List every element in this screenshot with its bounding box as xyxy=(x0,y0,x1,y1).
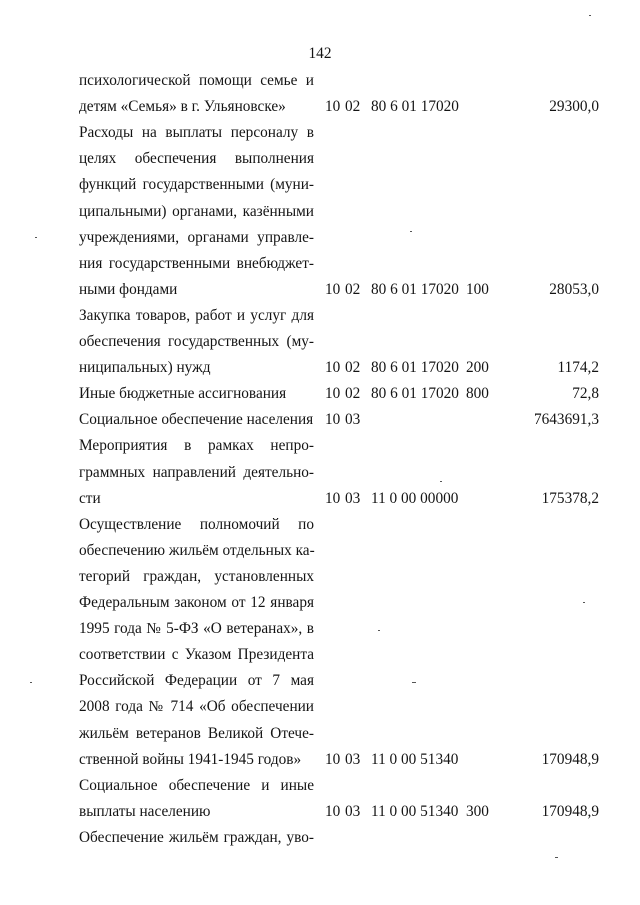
row-description: целях обеспечения выполнения xyxy=(79,150,314,168)
target-article-code: 11 0 00 51340 xyxy=(371,750,459,768)
table-row xyxy=(0,96,640,118)
subsection-code: 02 xyxy=(345,280,361,298)
table-row xyxy=(0,305,640,327)
row-amount: 1174,2 xyxy=(557,359,599,377)
row-amount: 29300,0 xyxy=(549,98,599,116)
scan-speck xyxy=(378,630,380,631)
expense-type-code: 100 xyxy=(466,280,489,298)
table-row xyxy=(0,148,640,170)
expense-type-code: 200 xyxy=(466,359,489,377)
table-row xyxy=(0,540,640,562)
row-amount: 7643691,3 xyxy=(533,411,599,429)
table-row xyxy=(0,670,640,692)
section-code: 10 xyxy=(325,750,341,768)
table-row xyxy=(0,566,640,588)
table-row xyxy=(0,801,640,823)
page-number: 142 xyxy=(308,45,332,62)
scan-speck xyxy=(30,682,32,683)
table-row xyxy=(0,383,640,405)
table-row xyxy=(0,749,640,771)
row-description: выплаты населению xyxy=(79,802,211,820)
table-row xyxy=(0,488,640,510)
section-code: 10 xyxy=(325,280,341,298)
subsection-code: 03 xyxy=(345,802,361,820)
row-description: сти xyxy=(79,489,101,507)
table-row xyxy=(0,122,640,144)
row-description: обеспечению жильём отдельных ка- xyxy=(79,541,315,559)
row-description: ниципальных) нужд xyxy=(79,359,211,377)
section-code: 10 xyxy=(325,802,341,820)
expense-type-code: 800 xyxy=(466,385,489,403)
row-amount: 170948,9 xyxy=(541,750,599,768)
row-description: граммных направлений деятельно- xyxy=(79,463,314,481)
row-amount: 170948,9 xyxy=(541,802,599,820)
row-description: тегорий граждан, установленных xyxy=(79,567,314,585)
scan-speck xyxy=(35,237,37,238)
table-row xyxy=(0,592,640,614)
scan-speck xyxy=(589,15,591,16)
row-description: Иные бюджетные ассигнования xyxy=(79,385,287,403)
target-article-code: 80 6 01 17020 xyxy=(371,98,459,116)
table-row xyxy=(0,827,640,849)
subsection-code: 02 xyxy=(345,359,361,377)
row-description: Обеспечение жильём граждан, уво- xyxy=(79,828,314,846)
row-description: Российской Федерации от 7 мая xyxy=(79,672,314,690)
subsection-code: 03 xyxy=(345,411,361,429)
row-description: учреждениями, органами управле- xyxy=(79,228,314,246)
scan-speck xyxy=(555,857,558,858)
row-description: 2008 года № 714 «Об обеспечении xyxy=(79,698,314,716)
subsection-code: 02 xyxy=(345,385,361,403)
row-description: обеспечения государственных (му- xyxy=(79,333,314,350)
table-row xyxy=(0,644,640,666)
expense-type-code: 300 xyxy=(466,802,489,820)
row-amount: 28053,0 xyxy=(549,280,599,298)
table-row xyxy=(0,775,640,797)
row-description: Социальное обеспечение населения xyxy=(79,411,314,429)
row-description: ципальными) органами, казёнными xyxy=(79,202,314,220)
table-row xyxy=(0,331,640,353)
row-description: соответствии с Указом Президента xyxy=(79,646,314,664)
target-article-code: 80 6 01 17020 xyxy=(371,280,459,298)
table-row xyxy=(0,227,640,249)
target-article-code: 80 6 01 17020 xyxy=(371,359,459,377)
row-description: Федеральным законом от 12 января xyxy=(79,594,314,611)
table-row xyxy=(0,409,640,431)
row-description: жильём ветеранов Великой Отече- xyxy=(79,724,314,742)
row-description: 1995 года № 5-ФЗ «О ветеранах», в xyxy=(79,620,314,638)
row-description: психологической помощи семье и xyxy=(79,72,314,89)
row-description: Осуществление полномочий по xyxy=(79,515,314,533)
row-description: Социальное обеспечение и иные xyxy=(79,776,314,794)
subsection-code: 03 xyxy=(345,489,361,507)
subsection-code: 02 xyxy=(345,98,361,116)
table-row xyxy=(0,696,640,718)
table-row xyxy=(0,618,640,640)
section-code: 10 xyxy=(325,385,341,403)
row-description: Закупка товаров, работ и услуг для xyxy=(79,306,314,324)
table-row xyxy=(0,462,640,484)
table-row xyxy=(0,174,640,196)
row-description: функций государственными (муни- xyxy=(79,176,314,194)
table-row xyxy=(0,70,640,92)
section-code: 10 xyxy=(325,411,341,429)
table-row xyxy=(0,435,640,457)
subsection-code: 03 xyxy=(345,750,361,768)
target-article-code: 80 6 01 17020 xyxy=(371,385,459,403)
table-row xyxy=(0,514,640,536)
row-description: Мероприятия в рамках непро- xyxy=(79,437,314,455)
table-row xyxy=(0,201,640,223)
table-row xyxy=(0,723,640,745)
row-description: Расходы на выплаты персоналу в xyxy=(79,124,314,142)
row-description: ственной войны 1941-1945 годов» xyxy=(79,750,302,768)
row-description: ния государственными внебюджет- xyxy=(79,254,314,272)
table-row xyxy=(0,357,640,379)
section-code: 10 xyxy=(325,489,341,507)
row-description: ными фондами xyxy=(79,280,178,298)
table-row xyxy=(0,253,640,275)
target-article-code: 11 0 00 51340 xyxy=(371,802,459,820)
section-code: 10 xyxy=(325,359,341,377)
scan-speck xyxy=(412,682,416,683)
row-amount: 72,8 xyxy=(572,385,599,403)
scan-speck xyxy=(440,481,442,482)
table-row xyxy=(0,279,640,301)
row-description: детям «Семья» в г. Ульяновске» xyxy=(79,98,286,116)
row-amount: 175378,2 xyxy=(541,489,599,507)
scan-speck xyxy=(583,602,585,603)
section-code: 10 xyxy=(325,98,341,116)
target-article-code: 11 0 00 00000 xyxy=(371,489,459,507)
scan-speck xyxy=(410,231,412,232)
